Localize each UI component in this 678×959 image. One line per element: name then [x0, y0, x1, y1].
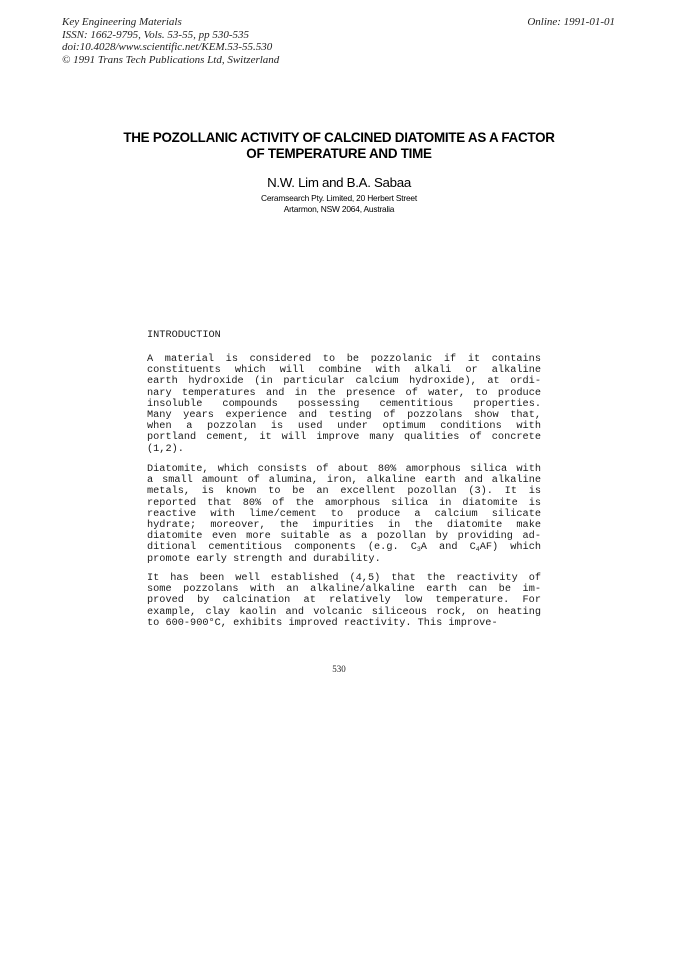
subscript-4: 4 — [475, 546, 480, 554]
paragraph-1 — [147, 354, 541, 455]
p2-line: a small amount of alumina, iron, alkaline earth and alkaline — [147, 474, 541, 487]
p2-line: metals, is known to be an excellent pozollan (3). It is — [147, 485, 541, 498]
formula-text-middle: A and C — [420, 541, 476, 554]
p3-line: It has been well established (4,5) that the reactivity of — [147, 572, 541, 584]
issn-line: ISSN: 1662-9795, Vols. 53-55, pp 530-535 — [62, 28, 249, 41]
p3-line: some pozzolans with an alkaline/alkaline earth can be im- — [147, 583, 541, 596]
paragraph-2 — [147, 464, 541, 565]
p3-line: to 600-900°C, exhibits improved reactivity. This improve- — [147, 616, 498, 629]
p3-line: example, clay kaolin and volcanic siliceous rock, on heating — [147, 605, 541, 618]
paragraph-3 — [147, 573, 541, 629]
title-line-2: OF TEMPERATURE AND TIME — [246, 146, 432, 161]
p2-line: Diatomite, which consists of about 80% amorphous silica with — [147, 463, 541, 475]
p2-line: diatomite even more suitable as a pozollan by providing ad- — [147, 530, 541, 543]
p1-line: earth hydroxide (in particular calcium hydroxide), at ordi- — [147, 375, 541, 388]
p2-line: hydrate; moreover, the impurities in the diatomite make — [147, 518, 541, 531]
section-heading: INTRODUCTION — [147, 329, 221, 341]
p3-line: proved by calcination at relatively low temperature. For — [147, 594, 541, 607]
affiliation-line-2: Artarmon, NSW 2064, Australia — [283, 204, 395, 214]
affiliation-line-1: Ceramsearch Pty. Limited, 20 Herbert Street — [260, 193, 418, 203]
p2-line: reactive with lime/cement to produce a calcium silicate — [147, 507, 541, 520]
title-line-1: THE POZOLLANIC ACTIVITY OF CALCINED DIATOMITE AS A FACTOR — [123, 130, 555, 145]
p1-line: portland cement, it will improve many qualities of concrete — [147, 431, 541, 444]
paper-title — [0, 130, 678, 162]
online-date: Online: 1991-01-01 — [527, 16, 615, 28]
formula-text-before: ditional cementitious components (e.g. C — [147, 541, 417, 554]
p1-line: when a pozzolan is used under optimum conditions with — [147, 420, 541, 433]
doi-line[interactable]: doi:10.4028/www.scientific.net/KEM.53-55.530 — [62, 41, 273, 53]
subscript-3: 3 — [416, 546, 421, 554]
affiliation — [0, 193, 678, 215]
p1-line: Many years experience and testing of pozzolans show that, — [147, 408, 541, 421]
copyright-line: © 1991 Trans Tech Publications Ltd, Switzerland — [62, 53, 280, 66]
p2-line: promote early strength and durability. — [147, 552, 381, 565]
p1-line: insoluble compounds possessing cementitious properties. — [147, 397, 541, 410]
p2-line-formula — [147, 542, 541, 553]
authors: N.W. Lim and B.A. Sabaa — [267, 175, 411, 190]
publication-metadata — [62, 16, 279, 66]
p2-line: reported that 80% of the amorphous silica in diatomite is — [147, 496, 541, 509]
formula-text-after: AF) which — [479, 541, 542, 554]
p1-line: (1,2). — [147, 442, 184, 455]
p1-line: constituents which will combine with alkali or alkaline — [147, 364, 541, 377]
p1-line: nary temperatures and in the presence of water, to produce — [147, 386, 541, 399]
page-number: 530 — [332, 664, 346, 674]
p1-line: A material is considered to be pozzolanic if it contains — [147, 353, 541, 365]
journal-name: Key Engineering Materials — [62, 16, 182, 28]
